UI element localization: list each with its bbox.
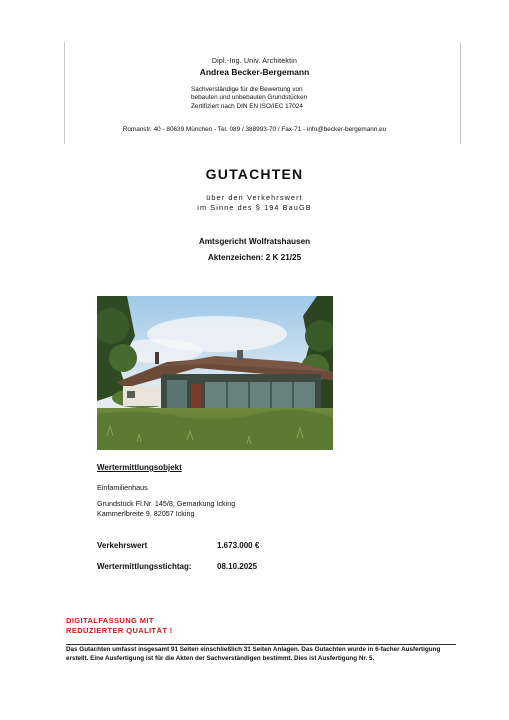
contact-address: Romanstr. 40 - 80639 München - Tel. 089 / 388993-70 / Fax-71 - info@becker-bergemann.eu — [122, 126, 387, 133]
architect-name: Andrea Becker-Bergemann — [199, 67, 310, 77]
title-sub-line-2: im Sinne des § 194 BauGB — [197, 203, 312, 212]
market-value: 1.673.000 € — [217, 541, 260, 550]
market-value-label: Verkehrswert — [97, 541, 148, 550]
architect-description — [191, 86, 351, 111]
footnote: Das Gutachten umfasst insgesamt 91 Seiten einschließlich 31 Seiten Anlagen. Das Gutachten wurde in 6-facher Ausfertigung erstellt. Eine Ausfertigung ist für die Akten der Sachverständigen bestimmt. Dies ist Ausfertigung Nr. 5. — [66, 646, 441, 663]
description-line: Zertifiziert nach DIN EN ISO/IEC 17024 — [191, 102, 303, 110]
house-photo-illustration — [97, 296, 333, 450]
house-photo — [97, 296, 333, 450]
digital-notice-line-1: DIGITALFASSUNG MIT — [66, 616, 154, 625]
object-heading: Wertermittlungsobjekt — [97, 463, 182, 472]
case-number: Aktenzeichen: 2 K 21/25 — [207, 253, 302, 262]
court-name: Amtsgericht Wolfratshausen — [198, 237, 311, 246]
digital-notice-line-2: REDUZIERTER QUALITÄT ! — [66, 626, 173, 635]
valuation-date-label: Wertermittlungsstichtag: — [97, 562, 192, 571]
object-street: Kammerlbreite 9, 82057 Icking — [97, 509, 195, 518]
document-title: GUTACHTEN — [205, 166, 304, 182]
description-line: Sachverständige für die Bewertung von — [191, 86, 303, 93]
object-plot: Grundstück Fl.Nr. 145/8, Gemarkung Icking — [97, 499, 236, 508]
description-line: bebauten und unbebauten Grundstücken — [191, 94, 308, 102]
valuation-date: 08.10.2025 — [217, 562, 258, 571]
architect-title: Dipl.-Ing. Univ. Architektin — [211, 58, 298, 65]
object-type: Einfamilienhaus — [97, 483, 148, 492]
title-sub-line-1: über den Verkehrswert — [206, 193, 303, 202]
